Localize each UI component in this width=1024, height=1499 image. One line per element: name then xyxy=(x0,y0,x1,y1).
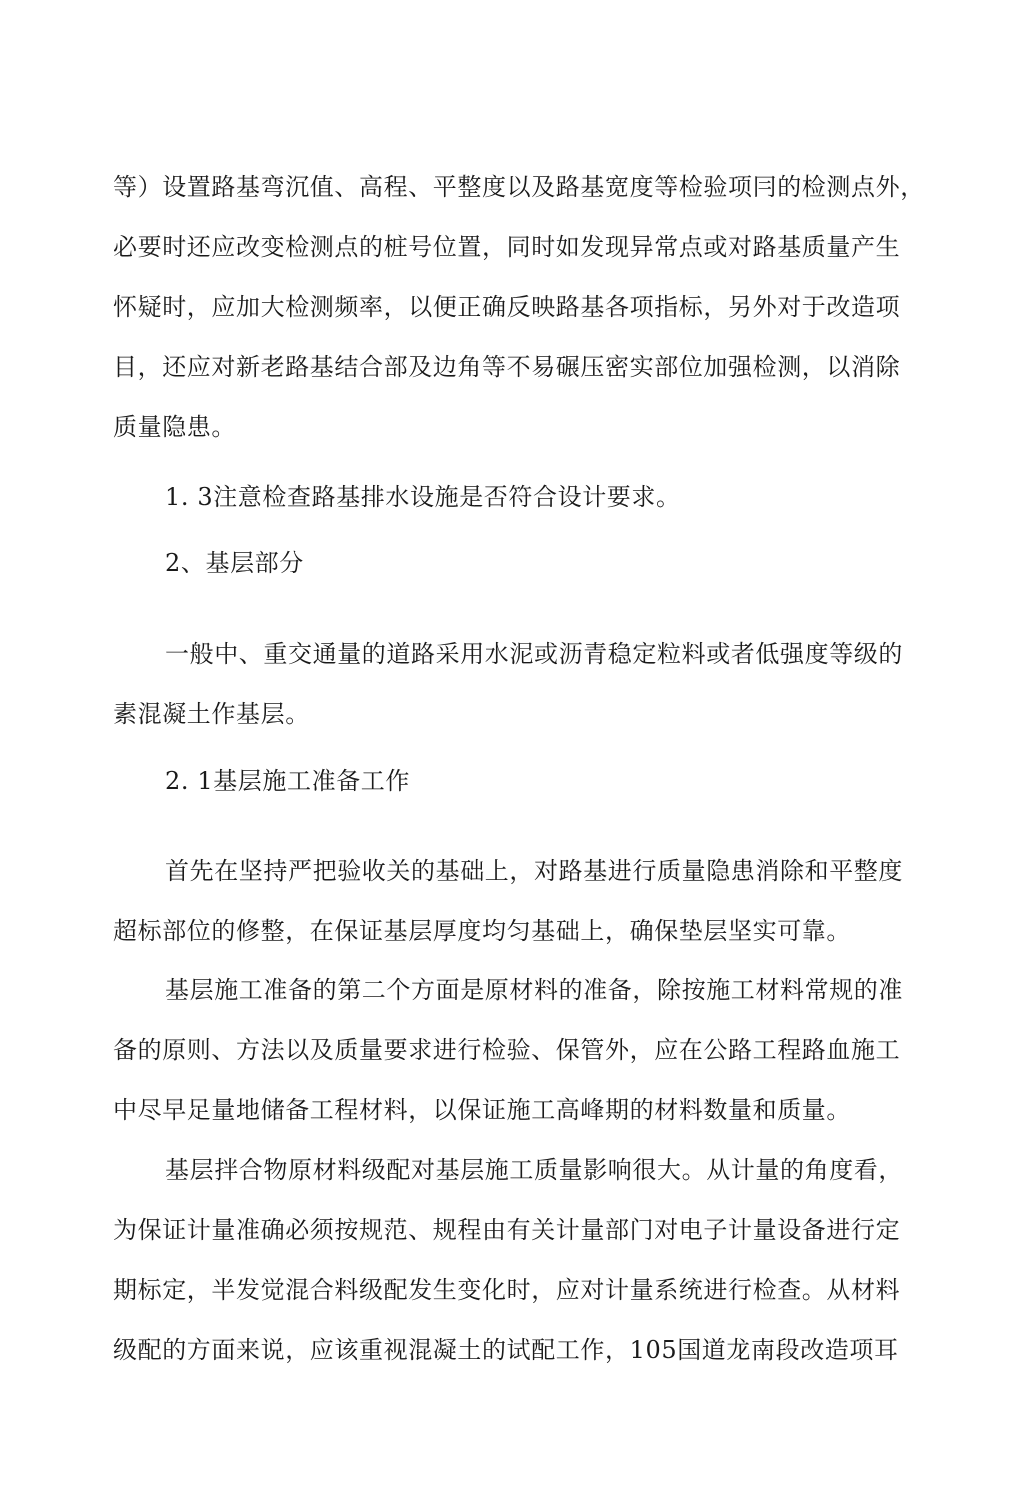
text-line: 素混凝土作基层。 xyxy=(113,700,310,728)
text-line: 首先在坚持严把验收关的基础上，对路基进行质量隐患消除和平整度 xyxy=(165,857,903,885)
section-heading: 1. 3注意检查路基排水设施是否符合设计要求。 xyxy=(165,483,681,511)
text-line: 超标部位的修整，在保证基层厚度均匀基础上，确保垫层坚实可靠。 xyxy=(113,917,851,945)
text-line: 目，还应对新老路基结合部及边角等不易碾压密实部位加强检测，以消除 xyxy=(113,353,901,381)
text-line: 期标定，半发觉混合料级配发生变化时，应对计量系统进行检查。从材料 xyxy=(113,1276,901,1304)
section-heading: 2、基层部分 xyxy=(165,549,304,577)
text-line: 基层施工准备的第二个方面是原材料的准备，除按施工材料常规的准 xyxy=(165,976,903,1004)
text-line: 质量隐患。 xyxy=(113,413,236,441)
text-line: 基层拌合物原材料级配对基层施工质量影响很大。从计量的角度看， xyxy=(165,1156,903,1184)
text-line: 备的原则、方法以及质量要求进行检验、保管外，应在公路工程路血施工 xyxy=(113,1036,901,1064)
text-line: 为保证计量准确必须按规范、规程由有关计量部门对电子计量设备进行定 xyxy=(113,1216,901,1244)
text-line: 一般中、重交通量的道路采用水泥或沥青稳定粒料或者低强度等级的 xyxy=(165,640,903,668)
section-heading: 2. 1基层施工准备工作 xyxy=(165,767,410,795)
text-line: 等）设置路基弯沉值、高程、平整度以及路基宽度等检验项冃的检测点外， xyxy=(113,173,925,201)
text-line: 怀疑时，应加大检测频率，以便正确反映路基各项指标，另外对于改造项 xyxy=(113,293,901,321)
text-line: 必要时还应改变检测点的桩号位置，同时如发现异常点或对路基质量产生 xyxy=(113,233,901,261)
text-line: 级配的方面来说，应该重视混凝土的试配工作，105国道龙南段改造项耳 xyxy=(113,1336,899,1364)
text-line: 中尽早足量地储备工程材料，以保证施工高峰期的材料数量和质量。 xyxy=(113,1096,851,1124)
